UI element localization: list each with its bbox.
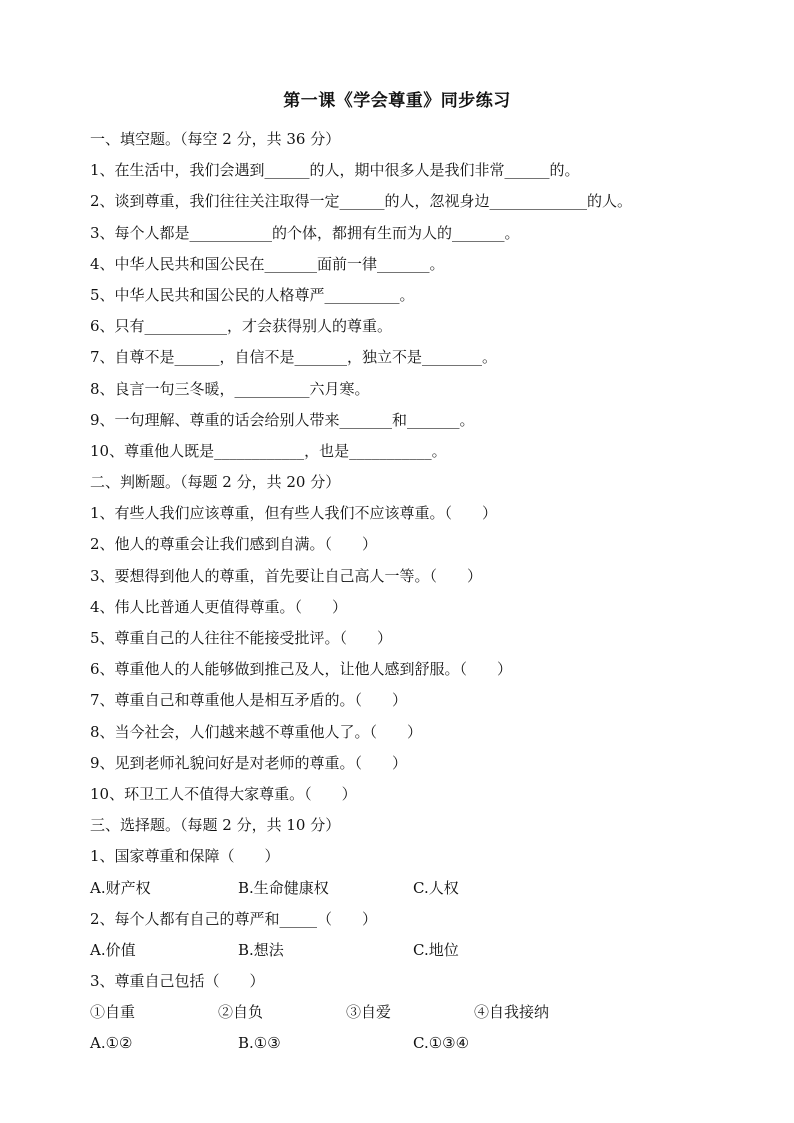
true-false-question: 3、要想得到他人的尊重，首先要让自己高人一等。（ ）: [90, 566, 483, 585]
section-fill-blank-heading: 一、填空题。（每空 2 分，共 36 分）: [90, 130, 341, 148]
true-false-question: 6、尊重他人的人能够做到推己及人，让他人感到舒服。（ ）: [90, 660, 513, 679]
choice-options: [90, 1028, 730, 1059]
true-false-question: 8、当今社会，人们越来越不尊重他人了。（ ）: [90, 722, 423, 741]
choice-option-c: C.人权: [413, 878, 459, 897]
true-false-question: 4、伟人比普通人更值得尊重。（ ）: [90, 597, 348, 616]
choice-options: [90, 935, 730, 966]
fill-blank-question: 6、只有___________，才会获得别人的尊重。: [90, 317, 393, 336]
circled-option: ③自爱: [346, 1003, 392, 1022]
fill-blank-question: 10、尊重他人既是____________，也是___________。: [90, 441, 447, 460]
fill-blank-question: 2、谈到尊重，我们往往关注取得一定______的人，忽视身边_____________的人。: [90, 192, 633, 211]
choice-options: [90, 873, 730, 904]
choice-option-b: B.想法: [238, 940, 284, 959]
choice-option-c: C.地位: [413, 940, 459, 959]
fill-blank-question: 8、良言一句三冬暖，__________六月寒。: [90, 379, 370, 398]
choice-question-stem: 2、每个人都有自己的尊严和_____（ ）: [90, 909, 378, 928]
circled-option: ①自重: [90, 1003, 136, 1022]
true-false-question: 2、他人的尊重会让我们感到自满。（ ）: [90, 535, 378, 554]
fill-blank-question: 3、每个人都是___________的个体，都拥有生而为人的_______。: [90, 223, 520, 242]
circled-option: ②自负: [218, 1003, 264, 1022]
section-multiple-choice-heading: 三、选择题。（每题 2 分，共 10 分）: [90, 816, 341, 835]
choice-option-b: B.①③: [238, 1034, 281, 1053]
choice-option-a: A.价值: [90, 940, 136, 959]
choice-question-stem: 1、国家尊重和保障（ ）: [90, 847, 280, 866]
fill-blank-question: 9、一句理解、尊重的话会给别人带来_______和_______。: [90, 410, 475, 429]
fill-blank-question: 7、自尊不是______，自信不是_______，独立不是________。: [90, 348, 498, 367]
choice-option-a: A.财产权: [90, 878, 151, 897]
fill-blank-question: 4、中华人民共和国公民在_______面前一律_______。: [90, 254, 445, 273]
fill-blank-question: 5、中华人民共和国公民的人格尊严__________。: [90, 285, 415, 304]
worksheet-body: [90, 124, 730, 1060]
true-false-question: 5、尊重自己的人往往不能接受批评。（ ）: [90, 629, 393, 647]
section-true-false-heading: 二、判断题。（每题 2 分，共 20 分）: [90, 473, 341, 492]
fill-blank-question: 1、在生活中，我们会遇到______的人，期中很多人是我们非常______的。: [90, 161, 580, 180]
true-false-question: 7、尊重自己和尊重他人是相互矛盾的。（ ）: [90, 691, 408, 710]
true-false-question: 9、见到老师礼貌问好是对老师的尊重。（ ）: [90, 753, 408, 772]
circled-options: [90, 997, 730, 1028]
page-title: 第一课《学会尊重》同步练习: [283, 91, 511, 111]
true-false-question: 10、环卫工人不值得大家尊重。（ ）: [90, 784, 357, 803]
true-false-question: 1、有些人我们应该尊重，但有些人我们不应该尊重。（ ）: [90, 504, 498, 523]
choice-option-b: B.生命健康权: [238, 878, 329, 897]
choice-question-stem: 3、尊重自己包括（ ）: [90, 972, 265, 991]
circled-option: ④自我接纳: [474, 1003, 550, 1022]
choice-option-a: A.①②: [90, 1034, 133, 1053]
choice-option-c: C.①③④: [413, 1034, 470, 1053]
